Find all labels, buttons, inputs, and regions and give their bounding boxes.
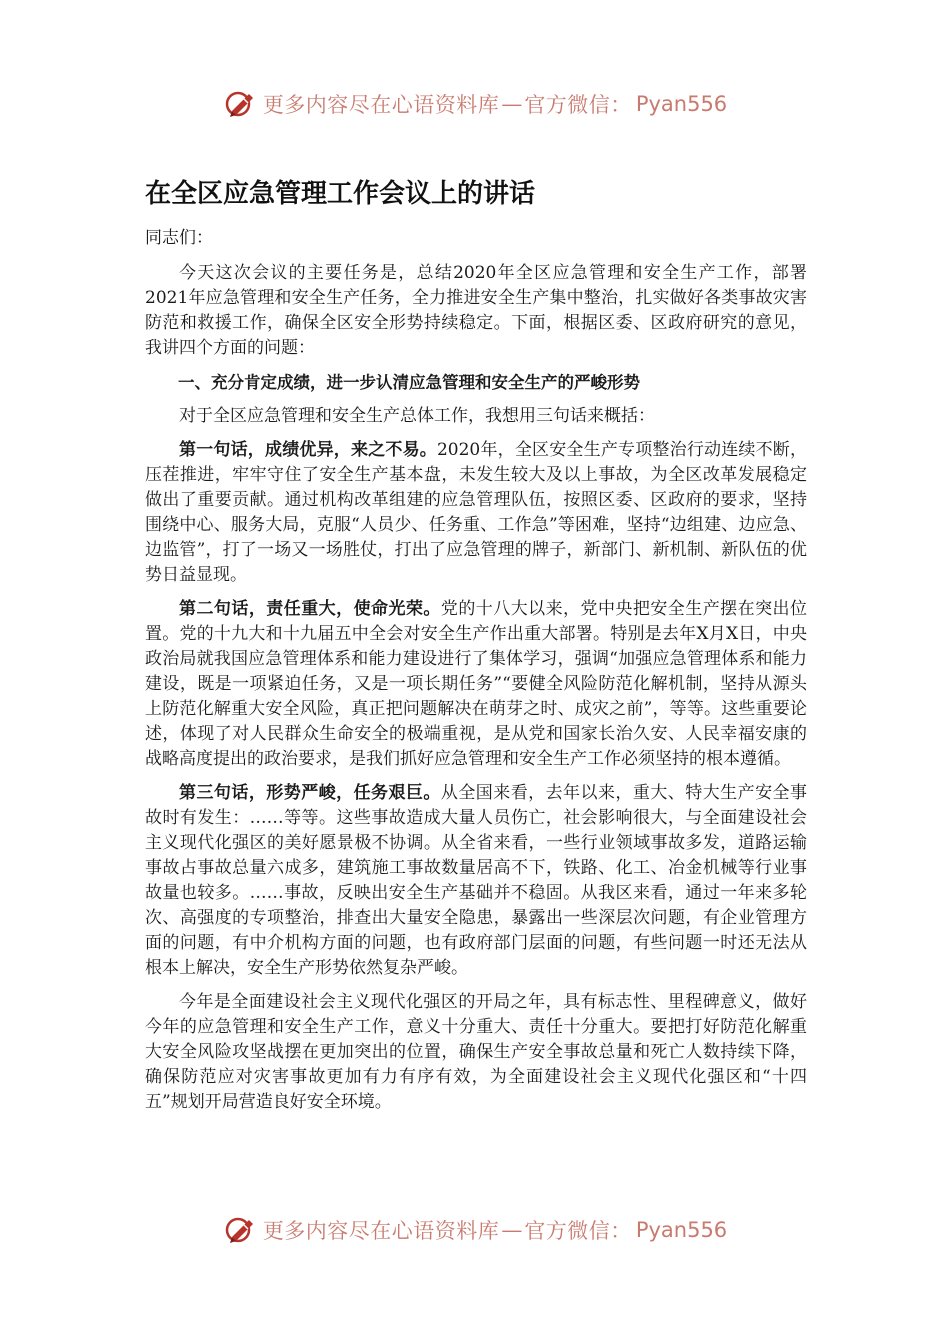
pen-logo-icon bbox=[223, 1212, 259, 1248]
banner-slogan: 更多内容尽在心语资料库 bbox=[262, 93, 500, 117]
banner-wechat-id: Pyan556 bbox=[635, 1218, 728, 1242]
point-1-paragraph bbox=[145, 438, 807, 588]
intro-paragraph: 今天这次会议的主要任务是，总结2020年全区应急管理和安全生产工作，部署2021年应急管理和安全生产任务，全力推进安全生产集中整治，扎实做好各类事故灾害防范和救援工作，确保全区安全形势持续稳定。下面，根据区委、区政府研究的意见，我讲四个方面的问题： bbox=[145, 263, 807, 358]
point-1-lead: 第一句话，成绩优异，来之不易。 bbox=[179, 440, 437, 460]
section-heading-1: 一、充分肯定成绩，进一步认清应急管理和安全生产的严峻形势 bbox=[178, 373, 640, 392]
document-body bbox=[145, 168, 807, 1124]
point-3-paragraph bbox=[145, 781, 807, 981]
header-watermark-banner bbox=[0, 82, 950, 126]
salutation: 同志们： bbox=[145, 228, 213, 248]
point-2-paragraph bbox=[145, 597, 807, 772]
point-1-body: 2020年，全区安全生产专项整治行动连续不断，压茬推进，牢牢守住了安全生产基本盘，未发生较大及以上事故，为全区改革发展稳定做出了重要贡献。通过机构改革组建的应急管理队伍，按照区委、区政府的要求，坚持围绕中心、服务大局，克服“人员少、任务重、工作急”等困难，坚持“边组建、边应急、边监管”，打了一场又一场胜仗，打出了应急管理的牌子，新部门、新机制、新队伍的优势日益显现。 bbox=[145, 440, 808, 585]
banner-dash: — bbox=[501, 92, 523, 116]
closing-paragraph: 今年是全面建设社会主义现代化强区的开局之年，具有标志性、里程碑意义，做好今年的应急管理和安全生产工作，意义十分重大、责任十分重大。要把打好防范化解重大安全风险攻坚战摆在更加突出的位置，确保生产安全事故总量和死亡人数持续下降，确保防范应对灾害事故更加有力有序有效，为全面建设社会主义现代化强区和“十四五”规划开局营造良好安全环境。 bbox=[145, 992, 807, 1112]
point-2-body: 党的十八大以来，党中央把安全生产摆在突出位置。党的十九大和十九届五中全会对安全生产作出重大部署。特别是去年X月X日，中央政治局就我国应急管理体系和能力建设进行了集体学习，强调“加强应急管理体系和能力建设，既是一项紧迫任务，又是一项长期任务”“要健全风险防范化解机制，坚持从源头上防范化解重大安全风险，真正把问题解决在萌芽之时、成灾之前”，等等。这些重要论述，体现了对人民群众生命安全的极端重视，是从党和国家长治久安、人民幸福安康的战略高度提出的政治要求，是我们抓好应急管理和安全生产工作必须坚持的根本遵循。 bbox=[145, 599, 808, 769]
document-title: 在全区应急管理工作会议上的讲话 bbox=[145, 179, 536, 209]
banner-slogan: 更多内容尽在心语资料库 bbox=[262, 1219, 500, 1243]
banner-dash: — bbox=[501, 1218, 523, 1242]
point-3-lead: 第三句话，形势严峻，任务艰巨。 bbox=[179, 783, 441, 803]
pen-logo-icon bbox=[223, 86, 259, 122]
point-3-body: 从全国来看，去年以来，重大、特大生产安全事故时有发生：……等等。这些事故造成大量人员伤亡，社会影响很大，与全面建设社会主义现代化强区的美好愿景极不协调。从全省来看，一些行业领域事故多发，道路运输事故占事故总量六成多，建筑施工事故数量居高不下，铁路、化工、冶金机械等行业事故量也较多。……事故，反映出安全生产基础并不稳固。从我区来看，通过一年来多轮次、高强度的专项整治，排查出大量安全隐患，暴露出一些深层次问题，有企业管理方面的问题，有中介机构方面的问题，也有政府部门层面的问题，有些问题一时还无法从根本上解决，安全生产形势依然复杂严峻。 bbox=[145, 783, 808, 978]
section-1-lead-paragraph: 对于全区应急管理和安全生产总体工作，我想用三句话来概括： bbox=[179, 406, 655, 426]
banner-wechat-label: 官方微信： bbox=[524, 1219, 632, 1243]
point-2-lead: 第二句话，责任重大，使命光荣。 bbox=[179, 599, 441, 619]
banner-wechat-label: 官方微信： bbox=[524, 93, 632, 117]
footer-watermark-banner bbox=[0, 1208, 950, 1252]
banner-wechat-id: Pyan556 bbox=[635, 92, 728, 116]
